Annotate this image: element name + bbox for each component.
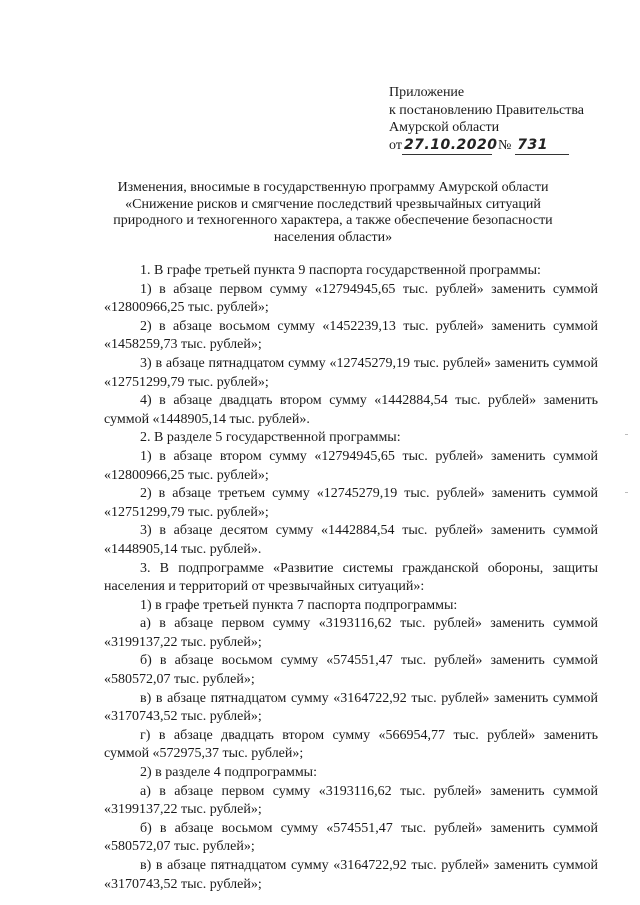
paragraph: 1. В графе третьей пункта 9 паспорта государственной программы: (140, 263, 541, 278)
paragraph: 1) в абзаце втором сумму «12794945,65 тыс. рублей» заменить суммой «12800966,25 тыс. рублей»; (104, 448, 598, 483)
paragraph: а) в абзаце первом сумму «3193116,62 тыс. рублей» заменить суммой «3199137,22 тыс. рублей»; (104, 783, 598, 818)
appendix-title: Приложение (389, 85, 465, 100)
paragraph: г) в абзаце двадцать втором сумму «566954,77 тыс. рублей» заменить суммой «572975,37 тыс. рублей»; (104, 727, 598, 762)
paragraph: в) в абзаце пятнадцатом сумму «3164722,92 тыс. рублей» заменить суммой «3170743,52 тыс. рублей»; (104, 690, 598, 725)
appendix-resolution: к постановлению Правительства (389, 102, 585, 118)
appendix-block (389, 84, 584, 155)
paragraph: а) в абзаце первом сумму «3193116,62 тыс. рублей» заменить суммой «3199137,22 тыс. рублей»; (104, 616, 598, 650)
paragraph: б) в абзаце восьмом сумму «574551,47 тыс. рублей» заменить суммой «580572,07 тыс. рублей»; (104, 820, 598, 855)
paragraph: 2) в разделе 4 подпрограммы: (140, 765, 317, 781)
paragraph: в) в абзаце пятнадцатом сумму «3164722,92 тыс. рублей» заменить суммой «3170743,52 тыс. рублей»; (104, 858, 598, 892)
document-title (110, 180, 556, 246)
handwritten-number: 731 (515, 137, 569, 156)
title-line-2: «Снижение рисков и смягчение последствий чрезвычайных ситуаций (125, 196, 541, 212)
paragraph: 3) в абзаце десятом сумму «1442884,54 тыс. рублей» заменить суммой «1448905,14 тыс. рублей». (104, 523, 598, 557)
appendix-date-number (389, 137, 584, 156)
paragraph: 2) в абзаце восьмом сумму «1452239,13 тыс. рублей» заменить суммой «1458259,73 тыс. рублей»; (104, 318, 598, 353)
title-line-3: природного и техногенного характера, а также обеспечение безопасности (113, 213, 553, 228)
scan-artifact (625, 434, 628, 435)
handwritten-date: 27.10.2020 (402, 137, 492, 156)
number-label: № (497, 137, 512, 153)
paragraph: 3. В подпрограмме «Развитие системы гражданской обороны, защиты населения и территорий от чрезвычайных ситуаций»: (104, 560, 598, 595)
paragraph: 2. В разделе 5 государственной программы: (140, 430, 401, 446)
scan-artifact (625, 492, 628, 493)
paragraph: 2) в абзаце третьем сумму «12745279,19 тыс. рублей» заменить суммой «12751299,79 тыс. рублей»; (104, 486, 598, 520)
title-line-1: Изменения, вносимые в государственную программу Амурской области (117, 180, 549, 195)
paragraph: 1) в графе третьей пункта 7 паспорта подпрограммы: (140, 597, 458, 613)
paragraph: 4) в абзаце двадцать втором сумму «1442884,54 тыс. рублей» заменить суммой «1448905,14 тыс. рублей». (104, 393, 598, 427)
from-label: от (389, 137, 402, 153)
title-line-4: населения области» (273, 229, 393, 245)
document-body (104, 262, 598, 894)
paragraph: б) в абзаце восьмом сумму «574551,47 тыс. рублей» заменить суммой «580572,07 тыс. рублей»; (104, 653, 598, 688)
paragraph: 1) в абзаце первом сумму «12794945,65 тыс. рублей» заменить суммой «12800966,25 тыс. рублей»; (104, 281, 598, 316)
paragraph: 3) в абзаце пятнадцатом сумму «12745279,19 тыс. рублей» заменить суммой «12751299,79 тыс. рублей»; (104, 355, 598, 390)
appendix-region: Амурской области (389, 120, 500, 135)
